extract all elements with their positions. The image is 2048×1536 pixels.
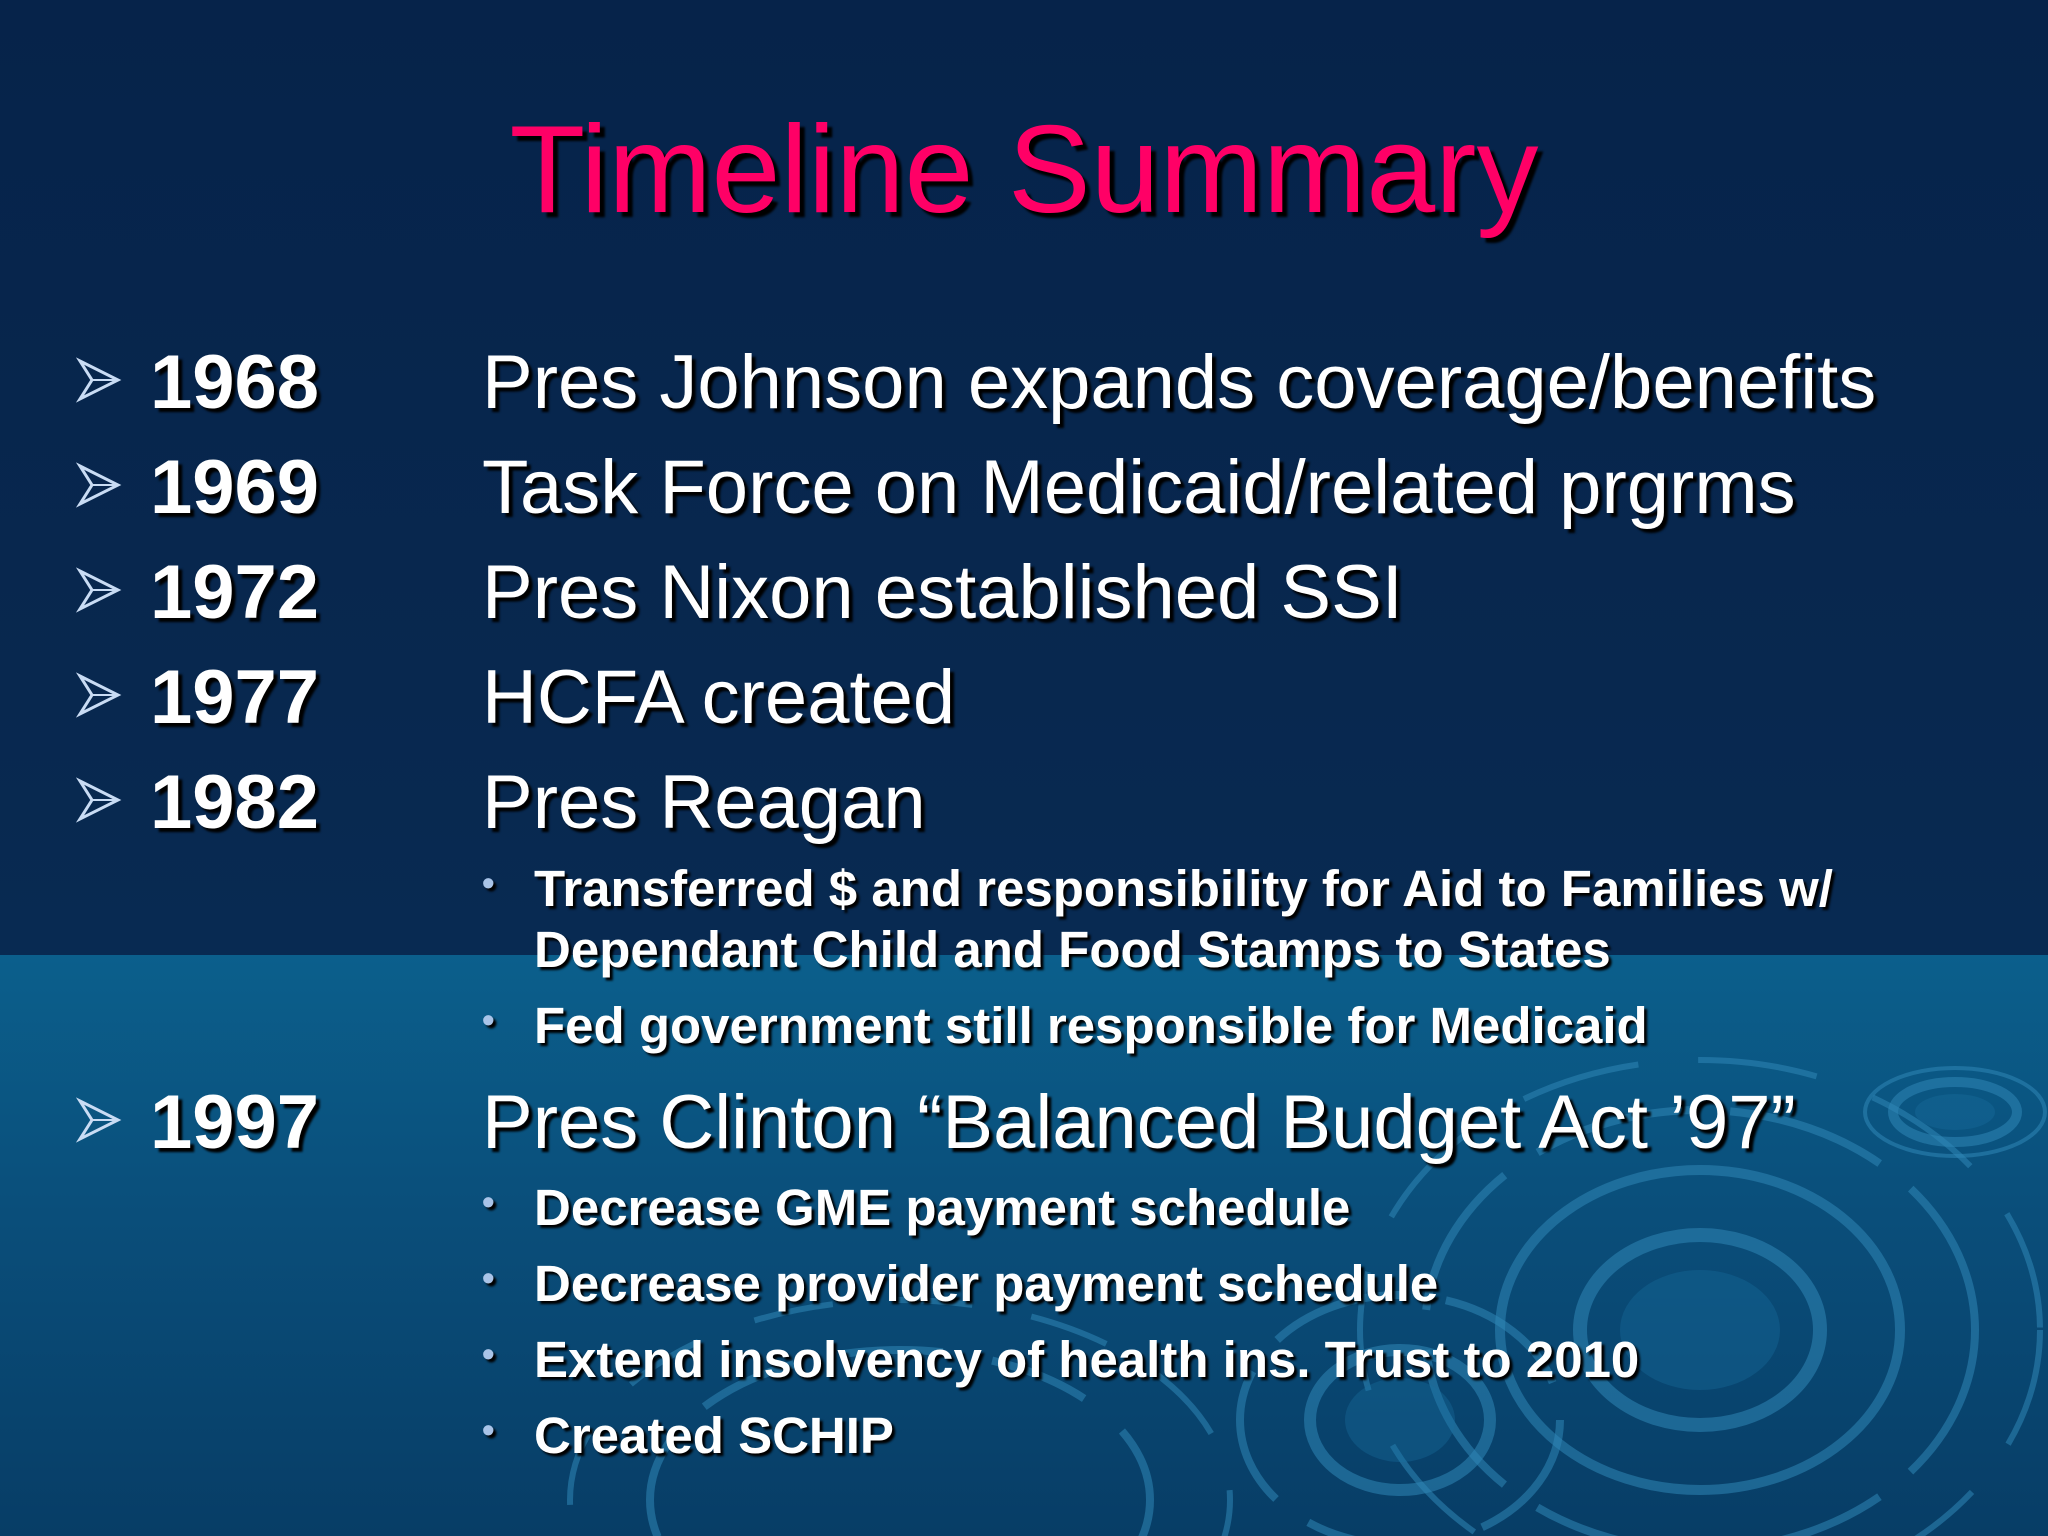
entry-year: 1969 — [150, 445, 320, 530]
entry-year: 1972 — [150, 550, 320, 635]
timeline-entry — [0, 760, 2048, 865]
sub-bullet-text: Extend insolvency of health ins. Trust to 2010 — [534, 1331, 1640, 1388]
arrow-bullet-icon — [76, 462, 122, 508]
sub-bullet — [482, 1405, 2002, 1466]
arrow-bullet-icon — [76, 357, 122, 403]
arrow-bullet-icon — [76, 1097, 122, 1143]
entry-description: Pres Clinton “Balanced Budget Act ’97” — [482, 1080, 1796, 1165]
sub-bullet-dot: • — [482, 1181, 495, 1222]
sub-bullet — [482, 858, 2002, 980]
timeline-entry — [0, 340, 2048, 445]
arrow-bullet-icon — [76, 567, 122, 613]
sub-bullet-text: Fed government still responsible for Medicaid — [534, 997, 1648, 1054]
sub-bullet — [482, 995, 2002, 1056]
sub-bullet-text: Decrease GME payment schedule — [534, 1179, 1351, 1236]
sub-bullet-text: Decrease provider payment schedule — [534, 1255, 1439, 1312]
sub-bullet-dot: • — [482, 1333, 495, 1374]
sub-bullet-dot: • — [482, 999, 495, 1040]
arrow-bullet-icon — [76, 672, 122, 718]
entry-description: Pres Nixon established SSI — [482, 550, 1403, 635]
sub-bullet-text: Created SCHIP — [534, 1407, 894, 1464]
timeline-entry — [0, 1080, 2048, 1185]
slide-title: Timeline Summary — [509, 101, 1539, 239]
sub-bullet-dot: • — [482, 862, 495, 903]
timeline-entry — [0, 445, 2048, 550]
arrow-bullet-icon — [76, 777, 122, 823]
entry-description: HCFA created — [482, 655, 956, 740]
sub-bullet-dot: • — [482, 1409, 495, 1450]
entry-year: 1968 — [150, 340, 320, 425]
entry-year: 1997 — [150, 1080, 320, 1165]
entry-description: Pres Reagan — [482, 760, 926, 845]
timeline-entry — [0, 655, 2048, 760]
sub-bullet — [482, 1329, 2002, 1390]
entry-year: 1982 — [150, 760, 320, 845]
sub-bullet-text: Transferred $ and responsibility for Aid to Families w/ Dependant Child and Food Stamps to States — [534, 860, 1833, 978]
sub-bullet — [482, 1253, 2002, 1314]
entry-description: Pres Johnson expands coverage/benefits — [482, 340, 1877, 425]
timeline-entry — [0, 550, 2048, 655]
sub-bullet — [482, 1177, 2002, 1238]
entry-year: 1977 — [150, 655, 320, 740]
entry-description: Task Force on Medicaid/related prgrms — [482, 445, 1796, 530]
sub-bullet-dot: • — [482, 1257, 495, 1298]
